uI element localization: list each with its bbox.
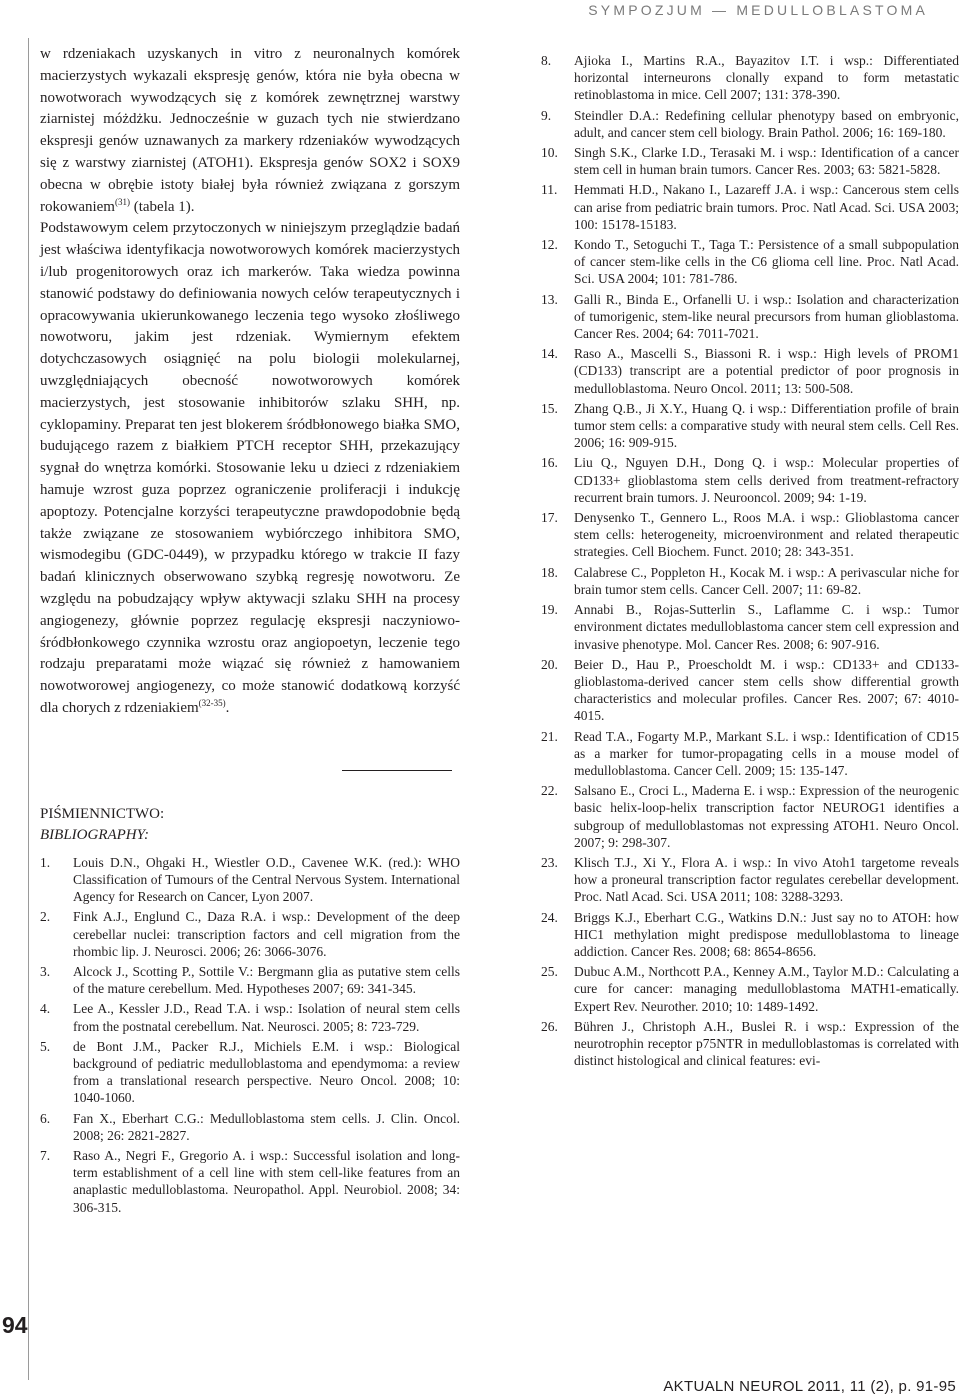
reference-text: Salsano E., Croci L., Maderna E. i wsp.: Expression of the neurogenic basic helix-loop-helix transcription factor NEUROG1 identifies a subgroup of medulloblastomas not expressing ATOH1. Neuro Oncol. 2007; 9: 298-307. [574, 783, 959, 850]
reference-number: 7. [40, 1147, 51, 1163]
reference-number: 4. [40, 1001, 51, 1017]
running-header: SYMPOZJUM — MEDULLOBLASTOMA [588, 2, 928, 18]
reference-number: 18. [541, 564, 558, 580]
reference-number: 17. [541, 510, 558, 526]
reference-number: 11. [541, 182, 558, 198]
reference-number: 2. [40, 909, 51, 925]
reference-text: Briggs K.J., Eberhart C.G., Watkins D.N.: Just say no to ATOH: how HIC1 methylation might predispose medulloblastoma to lineage addiction. Cancer Res. 2008; 68: 8654-8656. [574, 909, 959, 959]
reference-text: Louis D.N., Ohgaki H., Wiestler O.D., Cavenee W.K. (red.): WHO Classification of Tumours of the Central Nervous System. International Agency for Research on Cancer, Lyon 2007. [73, 854, 460, 905]
reference-item [541, 454, 959, 506]
reference-text: Raso A., Negri F., Gregorio A. i wsp.: Successful isolation and long-term establishment of a cell line with stem cell-like features from an anaplastic medulloblastoma. Neuropathol. Appl. Neurobiol. 2008; 34: 306-315. [73, 1147, 460, 1215]
bibliography-heading-en: BIBLIOGRAPHY: [40, 826, 150, 843]
reference-number: 14. [541, 346, 558, 362]
reference-text: Galli R., Binda E., Orfanelli U. i wsp.: Isolation and characterization of tumorigenic, stem-like neural precursors from human glioblastoma. Cancer Res. 2004; 64: 7011-7021. [574, 291, 959, 342]
reference-item [541, 963, 959, 1015]
reference-number: 13. [541, 291, 558, 307]
reference-item [541, 52, 959, 104]
reference-number: 8. [541, 53, 552, 68]
reference-list-right [541, 52, 959, 1069]
reference-text: Hemmati H.D., Nakano I., Lazareff J.A. i wsp.: Cancerous stem cells can arise from pediatric brain tumors. Proc. Natl Acad. Sci. USA 2003; 100: 15178-15183. [574, 182, 959, 232]
reference-item [541, 782, 959, 851]
reference-item [541, 400, 959, 452]
reference-number: 21. [541, 728, 558, 744]
reference-item [40, 854, 460, 906]
reference-number: 19. [541, 602, 558, 618]
reference-item [40, 1110, 460, 1144]
margin-rule [28, 38, 29, 1380]
reference-item [541, 107, 959, 141]
reference-number: 1. [40, 854, 51, 870]
reference-number: 12. [541, 237, 558, 253]
reference-number: 22. [541, 783, 558, 799]
reference-text: Zhang Q.B., Ji X.Y., Huang Q. i wsp.: Differentiation profile of brain tumor stem cells: a comparative study with neural stem cells. Cell Res. 2006; 16: 909-915. [574, 400, 959, 451]
reference-text: Liu Q., Nguyen D.H., Dong Q. i wsp.: Molecular properties of CD133+ glioblastoma stem cells derived from treatment-refractory recurrent brain tumors. J. Neurooncol. 2009; 94: 1-19. [574, 455, 959, 505]
reference-number: 9. [541, 107, 552, 123]
reference-text: Beier D., Hau P., Proescholdt M. i wsp.: CD133+ and CD133- glioblastoma-derived cancer stem cells show differential growth characteristics and molecular profiles. Cancer Res. 2007; 67: 4010-4015. [574, 656, 959, 724]
reference-number: 5. [40, 1038, 51, 1054]
reference-item [541, 345, 959, 397]
reference-number: 15. [541, 400, 558, 416]
reference-number: 6. [40, 1110, 51, 1126]
body-paragraph-1 [40, 44, 460, 218]
reference-text: Fan X., Eberhart C.G.: Medulloblastoma stem cells. J. Clin. Oncol. 2008; 26: 2821-2827. [73, 1110, 460, 1143]
reference-item [541, 509, 959, 561]
reference-text: Denysenko T., Gennero L., Roos M.A. i wsp.: Glioblastoma cancer stem cells: heterogeneity, microenvironment and related therapeutic strategies. Cell Biochem. Funct. 2010; 28: 343-351. [574, 510, 959, 560]
reference-number: 10. [541, 145, 558, 161]
reference-text: Klisch T.J., Xi Y., Flora A. i wsp.: In vivo Atoh1 targetome reveals how a proneural transcription factor regulates cerebellar development. Proc. Natl Acad. Sci. USA 2011; 108: 3288-3293. [574, 854, 959, 905]
reference-item [541, 1018, 959, 1070]
reference-text: Annabi B., Rojas-Sutterlin S., Laflamme C. i wsp.: Tumor environment dictates medulloblastoma cancer stem cell expression and invasive phenotype. Mol. Cancer Res. 2008; 6: 907-916. [574, 602, 959, 652]
reference-item [40, 908, 460, 960]
paragraph-1-text: w rdzeniakach uzyskanych in vitro z neuronalnych komórek macierzystych wykazali ekspresję genów, która nie była obecna w nowotworach wywodzących się z komórek zewnętrznej warstwy ziarnistej móżdżku. Jednocześnie w guzach tych nie stwierdzano ekspresji genów uznawanych za markery rdzeniaków wywodzących się z warstwy ziarnistej (ATOH1). Ekspresja genów SOX2 i SOX9 obecna w obrębie istoty białej była również związana z gorszym rokowaniem [40, 46, 460, 215]
reference-number: 26. [541, 1018, 558, 1034]
reference-text: Dubuc A.M., Northcott P.A., Kenney A.M., Taylor M.D.: Calculating a cure for cancer: managing medulloblastoma MATH1-ematically. Expert Rev. Neurother. 2010; 10: 1489-1492. [574, 964, 959, 1014]
reference-item [541, 291, 959, 343]
page-number: 94 [2, 1312, 28, 1338]
left-column [40, 44, 460, 1219]
bibliography-heading-pl: PIŚMIENNICTWO: [40, 805, 165, 822]
reference-text: de Bont J.M., Packer R.J., Michiels E.M. i wsp.: Biological background of pediatric medulloblastoma and ependymoma: a review from a translational research perspective. Neuro Oncol. 2008; 10: 1040-1060. [73, 1038, 460, 1106]
section-divider [342, 770, 452, 771]
reference-text: Ajioka I., Martins R.A., Bayazitov I.T. i wsp.: Differentiated horizontal interneurons clonally expand to form metastatic retinoblastoma in mice. Cell 2007; 131: 378-390. [574, 53, 959, 103]
reference-text: Steindler D.A.: Redefining cellular phenotypy based on embryonic, adult, and cancer stem cell biology. Brain Pathol. 2006; 16: 169-180. [574, 107, 959, 140]
reference-number: 3. [40, 963, 51, 979]
paragraph-2-text: Podstawowym celem przytoczonych w niniejszym przeglądzie badań jest właściwa identyfikacja nowotworowych komórek macierzystych i/lub progenitorowych oraz ich markerów. Taka wiedza powinna stanowić podstawy do definiowania nowych celów terapeutycznych i opracowywania ukierunkowanego leczenia tego wysoko złośliwego nowotworu, jakim jest rdzeniak. Wymiernym efektem dotychczasowych osiągnięć na polu biologii molekularnej, uwzględniających obecność nowotworowych komórek macierzystych, jest stosowanie inhibitorów szlaku SHH, np. cyklopaminy. Preparat ten jest blokerem śródbłonowego białka SMO, budującego razem z białkiem PTCH receptor SHH, przekazujący sygnał do wnętrza komórki. Stosowanie leku u dzieci z rdzeniakiem hamuje wzrost guza poprzez ograniczenie proliferacji i indukcję apoptozy. Potencjalne korzyści terapeutyczne prawdopodobnie będą także związane ze stosowaniem wybiórczego inhibitora SMO, wismodegibu (GDC-0449), w przypadku którego w trakcie II fazy badań klinicznych obserwowano szybką regresję nowotworu. Ze względu na pobudzający wpływ aktywacji szlaku SHH na procesy angiogenezy, głównie poprzez regulację ekspresji naczyniowo-śródbłonkowego czynnika wzrostu oraz angiopoetyn, leczenie tego rodzaju preparatami może wiązać się również z hamowaniem nowotworowej angiogenezy, co może stanowić dodatkową korzyść dla chorych z rdzeniakiem [40, 220, 460, 716]
reference-item [40, 1147, 460, 1216]
reference-item [40, 1000, 460, 1034]
reference-text: Kondo T., Setoguchi T., Taga T.: Persistence of a small subpopulation of cancer stem-like cells in the C6 glioma cell line. Proc. Natl Acad. Sci. USA 2004; 101: 781-786. [574, 237, 959, 287]
reference-text: Lee A., Kessler J.D., Read T.A. i wsp.: Isolation of neural stem cells from the postnatal cerebellum. Nat. Neurosci. 2005; 8: 723-729. [73, 1001, 460, 1034]
reference-item [541, 601, 959, 653]
paragraph-2-end: . [225, 699, 230, 716]
reference-item [541, 236, 959, 288]
body-paragraph-2 [40, 218, 460, 719]
reference-number: 16. [541, 455, 558, 471]
reference-text: Read T.A., Fogarty M.P., Markant S.L. i wsp.: Identification of CD15 as a marker for tumor-propagating cells in a mouse model of medulloblastoma. Cancer Cell. 2009; 15: 135-147. [574, 728, 959, 778]
reference-text: Singh S.K., Clarke I.D., Terasaki M. i wsp.: Identification of a cancer stem cell in human brain tumors. Cancer Res. 2003; 63: 5821-5828. [574, 145, 959, 178]
reference-text: Alcock J., Scotting P., Sottile V.: Bergmann glia as putative stem cells of the mature cerebellum. Med. Hypotheses 2007; 69: 341-345. [73, 963, 460, 997]
reference-item [541, 144, 959, 178]
reference-text: Calabrese C., Poppleton H., Kocak M. i wsp.: A perivascular niche for brain tumor stem cells. Cancer Cell. 2007; 11: 69-82. [574, 564, 959, 597]
reference-number: 20. [541, 656, 558, 672]
right-column [541, 44, 959, 1072]
reference-item [541, 564, 959, 598]
reference-item [541, 181, 959, 233]
reference-text: Raso A., Mascelli S., Biassoni R. i wsp.: High levels of PROM1 (CD133) transcript are a potential predictor of poor prognosis in medulloblastoma. Neuro Oncol. 2011; 13: 500-508. [574, 346, 959, 396]
journal-citation: AKTUALN NEUROL 2011, 11 (2), p. 91-95 [663, 1378, 956, 1395]
citation-31: (31) [114, 196, 130, 207]
reference-item [40, 963, 460, 997]
reference-list-left [40, 854, 460, 1216]
reference-number: 23. [541, 854, 558, 870]
reference-item [541, 854, 959, 906]
reference-item [40, 1038, 460, 1107]
reference-text: Bühren J., Christoph A.H., Buslei R. i wsp.: Expression of the neurotrophin receptor p75NTR in medulloblastomas is correlated with distinct histological and clinical features: evi- [574, 1018, 959, 1069]
paragraph-1-end: (tabela 1). [129, 198, 195, 215]
reference-item [541, 909, 959, 961]
reference-item [541, 656, 959, 725]
bibliography-heading [40, 804, 460, 846]
reference-text: Fink A.J., Englund C., Daza R.A. i wsp.: Development of the deep cerebellar nuclei: transcription factors and cell migration from the rhombic lip. J. Neurosci. 2006; 26: 3066-3076. [73, 909, 460, 959]
reference-item [541, 728, 959, 780]
citation-32-35: (32-35) [198, 697, 226, 708]
reference-number: 25. [541, 964, 558, 980]
reference-number: 24. [541, 909, 558, 925]
